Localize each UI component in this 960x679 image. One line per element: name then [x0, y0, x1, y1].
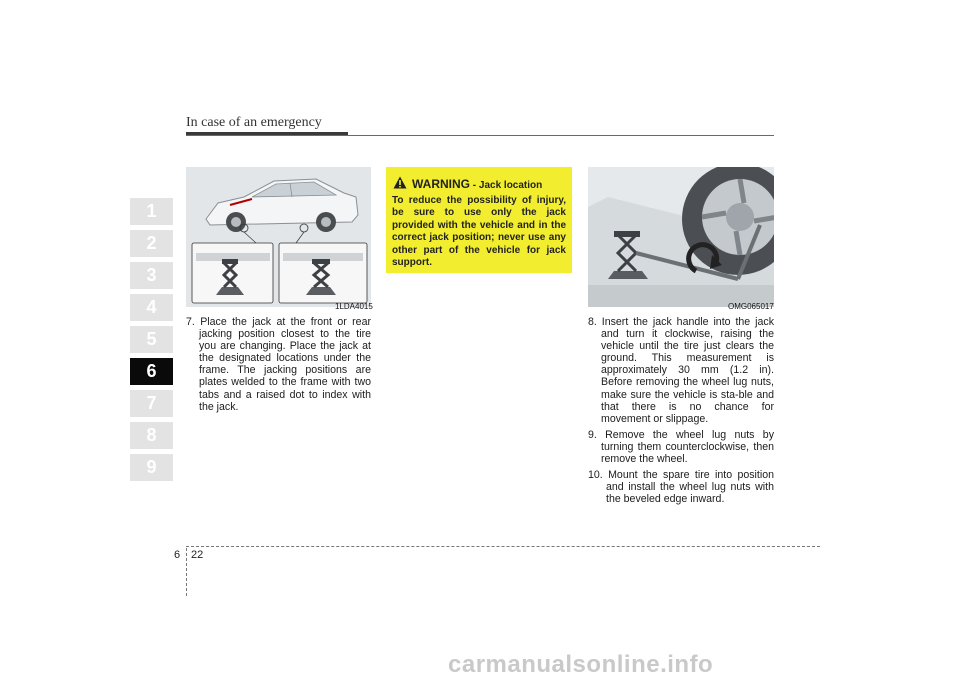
chapter-tab-6[interactable]: 6: [130, 358, 173, 385]
page-number: 22: [191, 549, 204, 561]
figure-code-left: 1LDA4015: [335, 302, 373, 311]
page-chapter-number: 6: [174, 549, 181, 561]
step-7-text: [186, 316, 371, 417]
car-jack-illustration: [186, 167, 371, 307]
chapter-tab-1[interactable]: 1: [130, 198, 173, 225]
warning-heading: WARNING: [412, 177, 470, 191]
warning-title: [412, 177, 542, 191]
jack-handle-figure: [588, 167, 774, 307]
warning-triangle-icon: [393, 176, 407, 189]
header-rule: [186, 135, 774, 136]
section-title: In case of an emergency: [186, 115, 322, 130]
chapter-tab-5[interactable]: 5: [130, 326, 173, 353]
chapter-tab-7[interactable]: 7: [130, 390, 173, 417]
chapter-tab-8[interactable]: 8: [130, 422, 173, 449]
chapter-tab-3[interactable]: 3: [130, 262, 173, 289]
warning-subtitle: - Jack location: [470, 180, 543, 191]
chapter-tab-2[interactable]: 2: [130, 230, 173, 257]
footer-vertical-rule: [186, 548, 187, 596]
jack-position-figure: [186, 167, 371, 307]
chapter-tab-4[interactable]: 4: [130, 294, 173, 321]
watermark: carmanualsonline.info: [448, 651, 714, 678]
step-8: 8. Insert the jack handle into the jack and turn it clockwise, raising the vehicle until the tire just clears the ground. This measurement is approximately 30 mm (1.2 in). Before removing the wheel lug nuts, make sure the vehicle is sta-ble and that there is no chance for movement or slippage.: [588, 316, 774, 425]
step-9: 9. Remove the wheel lug nuts by turning them counterclockwise, then remove the wheel.: [588, 428, 774, 466]
warning-text: To reduce the possibility of injury, be sure to use only the jack provided with the vehicle and in the correct jack position; never use any other part of the vehicle for jack support.: [392, 195, 566, 269]
step-10: 10. Mount the spare tire into position and install the wheel lug nuts with the beveled edge inward.: [588, 469, 774, 506]
figure-code-right: OMG065017: [728, 302, 774, 311]
steps-8-10: [588, 316, 774, 509]
jack-handle-illustration: [588, 167, 774, 307]
footer-rule: [186, 546, 820, 547]
step-7: 7. Place the jack at the front or rear jacking position closest to the tire you are changing. Place the jack at the designated locations under the frame. The jacking positions are plates welded to the frame with two tabs and a raised dot to index with the jack.: [186, 316, 371, 413]
chapter-tab-9[interactable]: 9: [130, 454, 173, 481]
